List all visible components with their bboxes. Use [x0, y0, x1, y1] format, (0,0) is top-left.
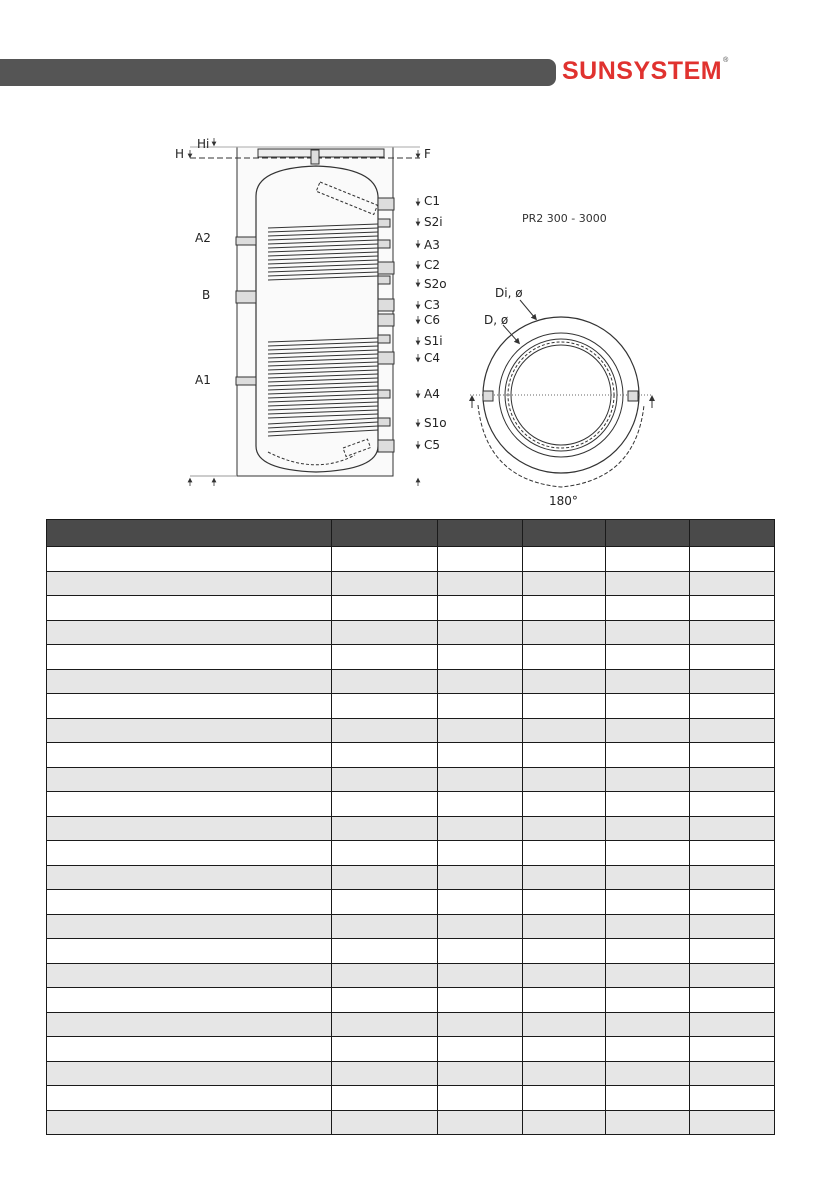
tank-side-view	[190, 147, 420, 476]
label-s2i: S2i	[424, 215, 443, 229]
label-c1: C1	[424, 194, 441, 208]
label-c5: C5	[424, 438, 441, 452]
label-a2: A2	[195, 231, 211, 245]
table-row	[47, 865, 775, 890]
table-row	[47, 694, 775, 719]
table-row	[47, 1037, 775, 1062]
label-b: B	[202, 288, 211, 302]
label-h: H	[175, 147, 185, 161]
table-row	[47, 988, 775, 1013]
table-row	[47, 669, 775, 694]
label-c2: C2	[424, 258, 441, 272]
table-header-row	[47, 520, 775, 547]
table-row	[47, 939, 775, 964]
label-s2o: S2o	[424, 277, 447, 291]
label-di: Di, ø	[495, 286, 523, 300]
table-row	[47, 571, 775, 596]
label-a3: A3	[424, 238, 440, 252]
table-row	[47, 890, 775, 915]
table-row	[47, 816, 775, 841]
technical-drawing	[0, 0, 839, 519]
table-row	[47, 645, 775, 670]
table-row	[47, 767, 775, 792]
table-row	[47, 718, 775, 743]
model-label: PR2 300 - 3000	[522, 212, 607, 225]
label-a4: A4	[424, 387, 440, 401]
tank-top-view	[470, 300, 652, 487]
label-c3: C3	[424, 298, 441, 312]
label-s1i: S1i	[424, 334, 443, 348]
table-row	[47, 1110, 775, 1135]
table-row	[47, 792, 775, 817]
table-row	[47, 914, 775, 939]
label-c6: C6	[424, 313, 441, 327]
table-row	[47, 1061, 775, 1086]
label-c4: C4	[424, 351, 441, 365]
table-row	[47, 841, 775, 866]
specification-table	[46, 519, 775, 1135]
table-row	[47, 620, 775, 645]
label-hi: Hi	[197, 137, 210, 151]
table-row	[47, 596, 775, 621]
label-a1: A1	[195, 373, 211, 387]
label-d: D, ø	[484, 313, 509, 327]
table-row	[47, 963, 775, 988]
brand-name: SUNSYSTEM	[562, 57, 723, 85]
label-angle: 180°	[549, 494, 578, 508]
table-row	[47, 547, 775, 572]
table-body	[47, 547, 775, 1135]
label-f: F	[424, 147, 431, 161]
table-row	[47, 1012, 775, 1037]
table-row	[47, 1086, 775, 1111]
label-s1o: S1o	[424, 416, 447, 430]
registered-mark: ®	[723, 57, 729, 64]
table-row	[47, 743, 775, 768]
